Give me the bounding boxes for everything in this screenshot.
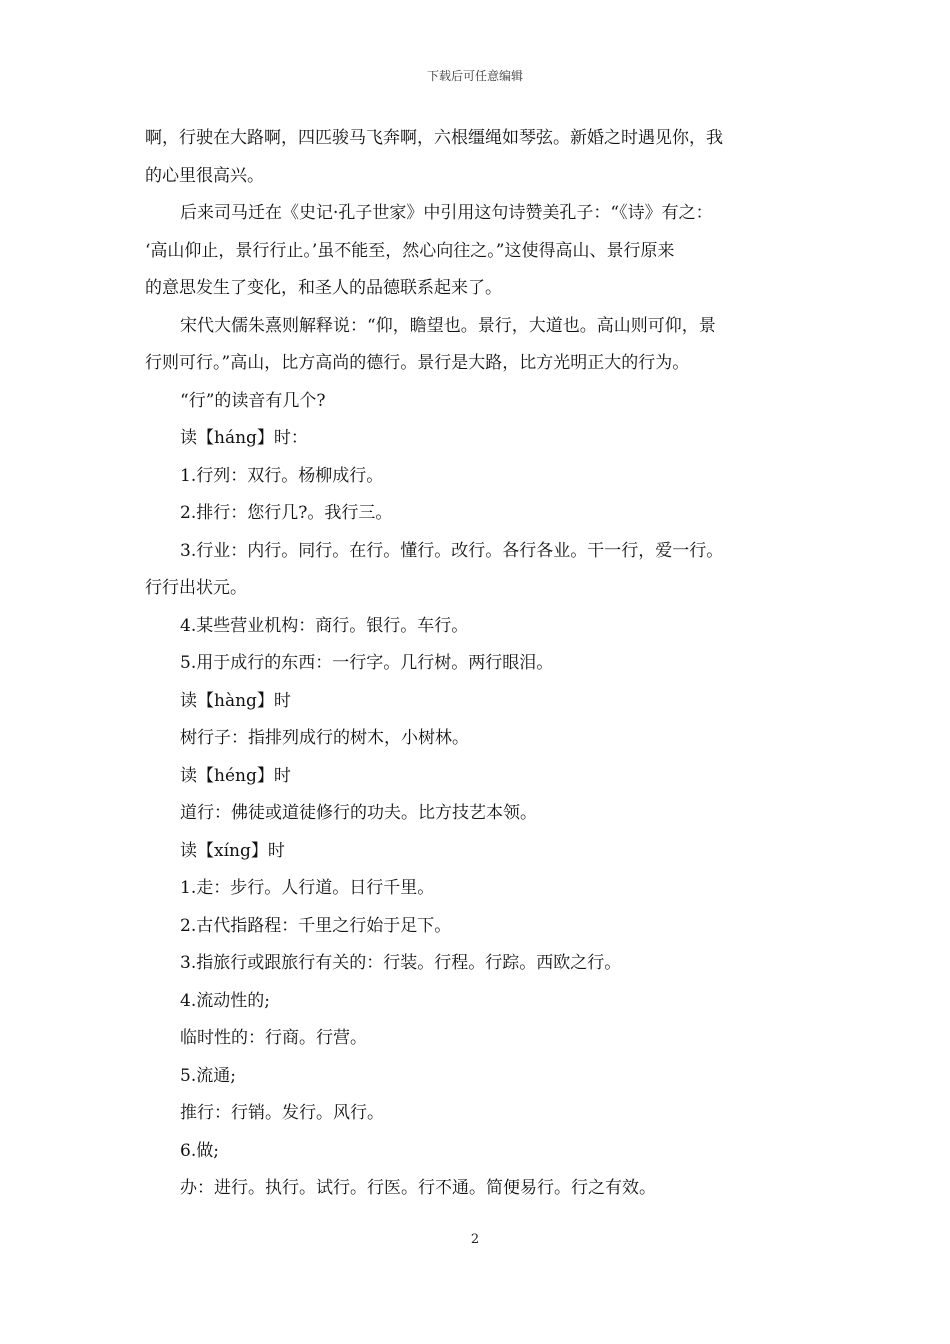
text-line: 读【háng】时： <box>180 428 308 448</box>
text-line: 道行：佛徒或道徒修行的功夫。比方技艺本领。 <box>180 803 537 823</box>
text-line: 临时性的：行商。行营。 <box>180 1028 367 1048</box>
text-line: 4.某些营业机构：商行。银行。车行。 <box>180 615 469 636</box>
document-body <box>145 120 810 1208</box>
text-line: 行则可行。”高山，比方高尚的德行。景行是大路，比方光明正大的行为。 <box>145 353 690 373</box>
text-line: 读【hàng】时 <box>180 690 291 711</box>
text-line: 推行：行销。发行。风行。 <box>180 1103 384 1123</box>
text-line: 5.用于成行的东西：一行字。几行树。两行眼泪。 <box>180 653 554 673</box>
text-line: 办：进行。执行。试行。行医。行不通。简便易行。行之有效。 <box>180 1178 656 1198</box>
text-line: 4.流动性的; <box>180 990 270 1011</box>
text-line: 读【héng】时 <box>180 765 291 786</box>
text-line: “行”的读音有几个? <box>180 390 326 411</box>
text-line: 3.指旅行或跟旅行有关的：行装。行程。行踪。西欧之行。 <box>180 953 622 973</box>
text-line: ‘高山仰止，景行行止。’虽不能至，然心向往之。”这使得高山、景行原来 <box>145 240 675 261</box>
text-line: 3.行业：内行。同行。在行。懂行。改行。各行各业。干一行，爱一行。 <box>180 540 724 561</box>
text-line: 树行子：指排列成行的树木，小树林。 <box>180 728 469 748</box>
text-line: 宋代大儒朱熹则解释说：“仰，瞻望也。景行，大道也。高山则可仰，景 <box>180 315 716 336</box>
page-header: 下载后可任意编辑 <box>426 69 523 83</box>
text-line: 1.走：步行。人行道。日行千里。 <box>180 878 435 898</box>
text-line: 5.流通; <box>180 1065 236 1086</box>
text-line: 2.排行：您行几?。我行三。 <box>180 503 393 523</box>
text-line: 行行出状元。 <box>145 578 247 598</box>
page-number: 2 <box>470 1232 480 1247</box>
text-line: 2.古代指路程：千里之行始于足下。 <box>180 915 452 936</box>
text-line: 的意思发生了变化，和圣人的品德联系起来了。 <box>145 278 502 298</box>
text-line: 1.行列：双行。杨柳成行。 <box>180 465 384 486</box>
text-line: 啊，行驶在大路啊，四匹骏马飞奔啊，六根缰绳如琴弦。新婚之时遇见你，我 <box>145 128 723 148</box>
text-line: 后来司马迁在《史记·孔子世家》中引用这句诗赞美孔子：“《诗》有之： <box>180 203 713 223</box>
text-line: 6.做; <box>180 1140 219 1161</box>
text-line: 读【xíng】时 <box>180 840 285 861</box>
text-line: 的心里很高兴。 <box>145 165 264 186</box>
